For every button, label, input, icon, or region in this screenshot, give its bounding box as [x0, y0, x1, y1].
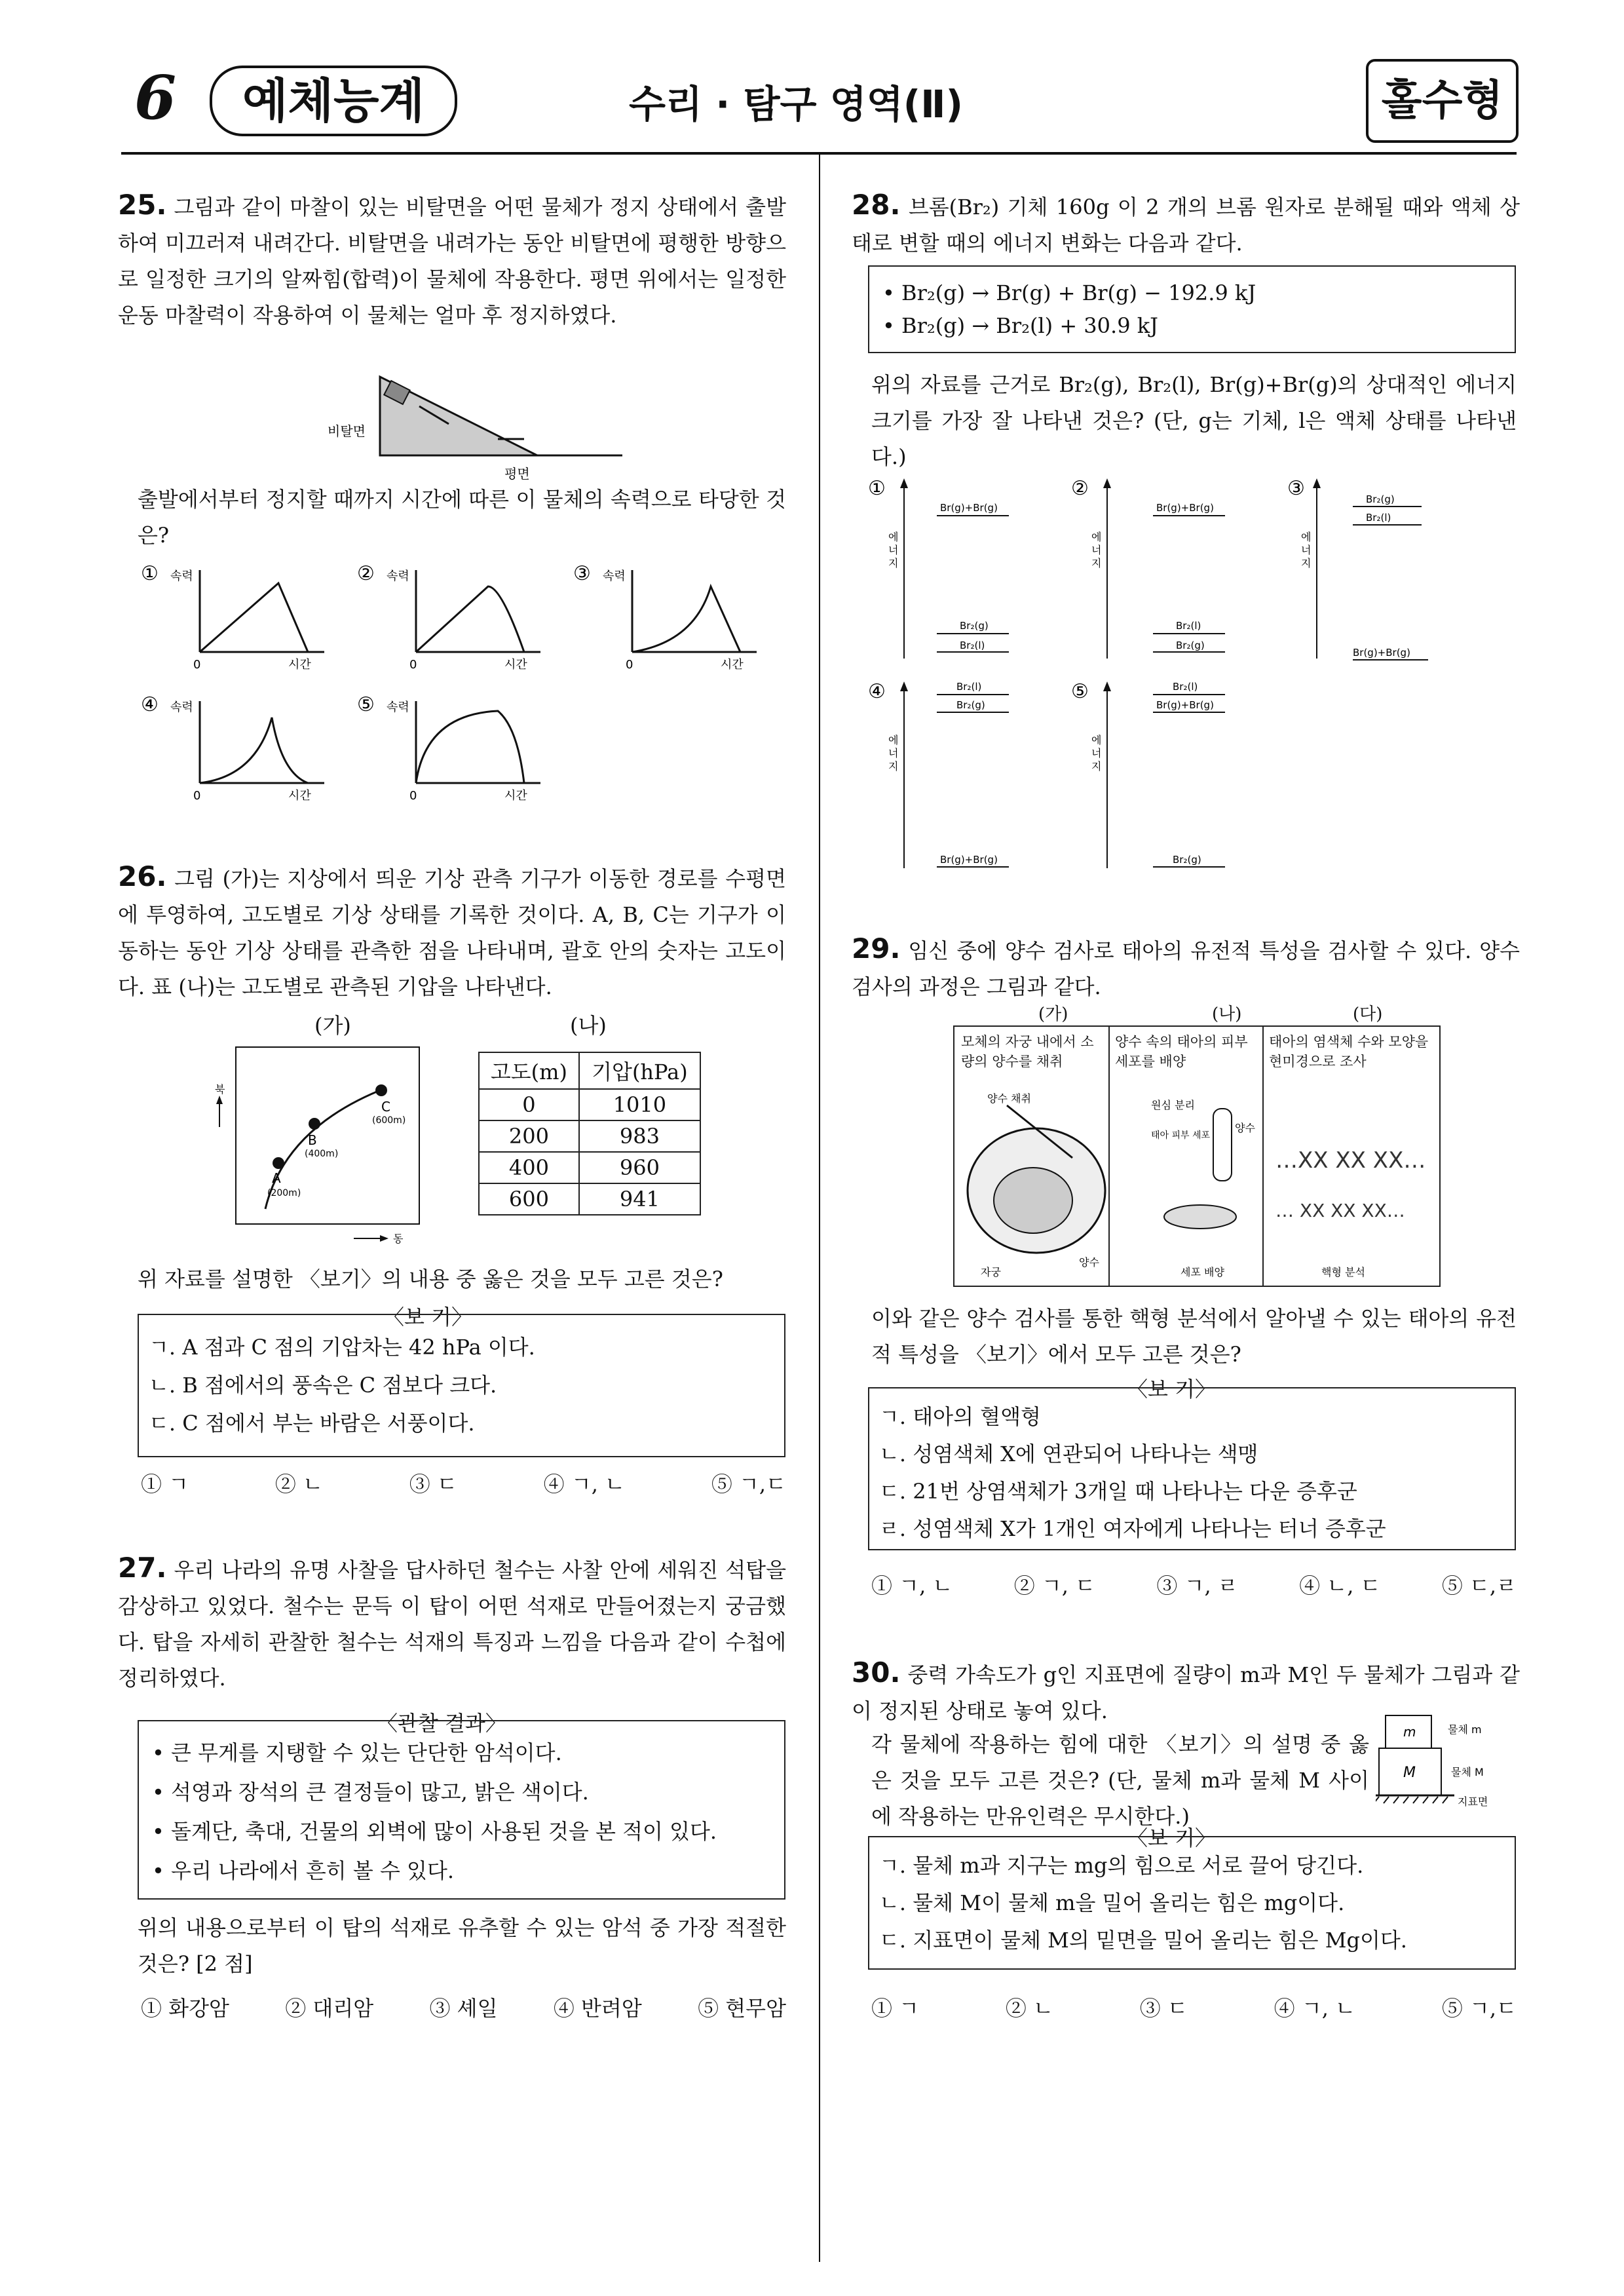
svg-text:원심 분리: 원심 분리: [1151, 1099, 1195, 1111]
svg-text:… XX XX XX…: … XX XX XX…: [1275, 1200, 1405, 1221]
q30-bogi-2: ㄴ. 물체 M이 물체 m을 밀어 올리는 힘은 mg이다.: [879, 1890, 1345, 1915]
q25-option-4[interactable]: [141, 693, 324, 803]
q28-option-4[interactable]: [868, 680, 1009, 868]
page-title: 수리 · 탐구 영역(Ⅱ): [629, 82, 963, 126]
svg-text:핵형 분석: 핵형 분석: [1321, 1266, 1365, 1278]
svg-text:너: 너: [1091, 747, 1102, 759]
q28-energy-diagrams: [865, 475, 1520, 881]
svg-text:Br₂(g): Br₂(g): [960, 620, 989, 632]
q25-number: 25.: [118, 189, 167, 221]
svg-text:…XX XX XX…: …XX XX XX…: [1275, 1147, 1426, 1174]
pressure-table: 고도(m) 기압(hPa) 0 1010 200 983 400 960 600 941: [478, 1052, 701, 1215]
svg-text:물체 m: 물체 m: [1448, 1723, 1482, 1736]
q29-answer-2[interactable]: ② ㄱ, ㄷ: [1013, 1573, 1096, 1598]
svg-text:세포 배양: 세포 배양: [1180, 1266, 1224, 1278]
q25-option-1[interactable]: [141, 562, 324, 672]
svg-text:지표면: 지표면: [1458, 1795, 1488, 1808]
svg-text:②: ②: [357, 562, 375, 585]
q27-answers: [141, 1992, 786, 2022]
svg-text:너: 너: [1301, 544, 1312, 556]
q28-eq2: • Br₂(g) → Br₂(l) + 30.9 kJ: [882, 313, 1158, 338]
svg-text:③: ③: [573, 562, 591, 585]
q28-eq1: • Br₂(g) → Br(g) + Br(g) − 192.9 kJ: [882, 280, 1256, 305]
svg-text:0: 0: [193, 789, 201, 803]
svg-text:Br(g)+Br(g): Br(g)+Br(g): [1156, 502, 1214, 514]
q30-number: 30.: [852, 1656, 901, 1689]
q27-answer-5[interactable]: ⑤ 현무암: [698, 1996, 786, 2021]
q29-answer-5[interactable]: ⑤ ㄷ,ㄹ: [1441, 1573, 1517, 1598]
svg-text:(600m): (600m): [372, 1115, 406, 1126]
q29-answer-4[interactable]: ④ ㄴ, ㄷ: [1299, 1573, 1381, 1598]
amniocentesis-figure: [953, 1025, 1441, 1287]
q30-answer-1[interactable]: ① ㄱ: [871, 1996, 920, 2021]
q29-bogi-title: 〈보 기〉: [1127, 1377, 1216, 1402]
q29-answer-1[interactable]: ① ㄱ, ㄴ: [871, 1573, 953, 1598]
svg-text:양수 채취: 양수 채취: [987, 1092, 1031, 1105]
svg-text:④: ④: [141, 693, 159, 716]
q29-text: 임신 중에 양수 검사로 태아의 유전적 특성을 검사할 수 있다. 양수 검사의 과정은 그림과 같다.: [852, 938, 1520, 999]
q27-answer-4[interactable]: ④ 반려암: [553, 1996, 642, 2021]
form-type-badge: 홀수형: [1366, 59, 1519, 143]
svg-text:Br(g)+Br(g): Br(g)+Br(g): [1156, 699, 1214, 711]
q29-bogi-3: ㄷ. 21번 상염색체가 3개일 때 나타나는 다운 증후군: [879, 1479, 1357, 1504]
q25-option-2[interactable]: [357, 562, 540, 672]
q29-label-ga: (가): [1038, 1004, 1068, 1024]
q26-stem: [118, 858, 786, 1005]
q29-label-na: (나): [1212, 1004, 1242, 1024]
step-2: 양수 속의 태아의 피부 세포를 배양: [1115, 1034, 1248, 1069]
q27-obs-2: • 석영과 장석의 큰 결정들이 많고, 밝은 색이다.: [152, 1780, 589, 1805]
q26-text: 그림 (가)는 지상에서 띄운 기상 관측 기구가 이동한 경로를 수평면에 투영하여, 고도별로 기상 상태를 기록한 것이다. A, B, C는 기구가 이동하는 동안 기상 상태를 관측한 점을 나타내며, 괄호 안의 숫자는 고도이다. 표 (나)는 고도별로 관측된 기압을 나타낸다.: [118, 866, 787, 999]
svg-text:③: ③: [1287, 477, 1305, 500]
point-B: B: [308, 1132, 317, 1148]
svg-text:④: ④: [868, 680, 886, 703]
svg-text:지: 지: [888, 557, 899, 569]
q26-question: 위 자료를 설명한 〈보기〉의 내용 중 옳은 것을 모두 고른 것은?: [138, 1267, 723, 1292]
svg-text:M: M: [1403, 1765, 1416, 1781]
svg-text:Br₂(l): Br₂(l): [956, 681, 982, 693]
svg-text:0: 0: [193, 658, 201, 672]
q29-bogi-2: ㄴ. 성염색체 X에 연관되어 나타나는 색맹: [879, 1442, 1258, 1466]
q25-graphs: [138, 557, 793, 806]
q27-text: 우리 나라의 유명 사찰을 답사하던 철수는 사찰 안에 세워진 석탑을 감상하고 있었다. 철수는 문득 이 탑이 어떤 석재로 만들어졌는지 궁금했다. 탑을 자세히 관찰한 철수는 석재의 특징과 느낌을 다음과 같이 수첩에 정리하였다.: [118, 1558, 786, 1691]
q29-question: 이와 같은 양수 검사를 통한 핵형 분석에서 알아낼 수 있는 태아의 유전적 특성을 〈보기〉에서 모두 고른 것은?: [871, 1306, 1517, 1367]
q30-answer-5[interactable]: ⑤ ㄱ,ㄷ: [1441, 1996, 1517, 2021]
q26-bogi-2: ㄴ. B 점에서의 풍속은 C 점보다 크다.: [149, 1373, 497, 1398]
q30-question: 각 물체에 작용하는 힘에 대한 〈보기〉의 설명 중 옳은 것을 모두 고른 것은? (단, 물체 m과 물체 M 사이에 작용하는 만유인력은 무시한다.): [871, 1732, 1369, 1829]
q25-question: 출발에서부터 정지할 때까지 시간에 따른 이 물체의 속력으로 타당한 것은?: [138, 487, 786, 548]
svg-text:지: 지: [1091, 760, 1102, 773]
q27-obs-3: • 돌계단, 축대, 건물의 외벽에 많이 사용된 것을 본 적이 있다.: [152, 1819, 717, 1844]
svg-text:지: 지: [888, 760, 899, 773]
svg-text:양수: 양수: [1079, 1256, 1099, 1269]
plane-label: 평면: [504, 466, 530, 482]
svg-text:①: ①: [868, 477, 886, 500]
svg-text:Br(g)+Br(g): Br(g)+Br(g): [940, 854, 998, 866]
svg-text:Br₂(l): Br₂(l): [1366, 512, 1391, 524]
q29-label-da: (다): [1353, 1004, 1383, 1024]
q26-answer-1[interactable]: ① ㄱ: [141, 1472, 189, 1497]
svg-text:지: 지: [1301, 557, 1312, 569]
q27-number: 27.: [118, 1552, 167, 1584]
svg-text:에: 에: [888, 531, 899, 543]
svg-text:⑤: ⑤: [1071, 680, 1089, 703]
q25-text: 그림과 같이 마찰이 있는 비탈면을 어떤 물체가 정지 상태에서 출발하여 미끄러져 내려간다. 비탈면을 내려가는 동안 비탈면에 평행한 방향으로 일정한 크기의 알짜힘(합력)이 물체에 작용한다. 평면 위에서는 일정한 운동 마찰력이 작용하여 이 물체는 얼마 후 정지하였다.: [118, 195, 786, 328]
svg-text:(200m): (200m): [267, 1188, 301, 1198]
svg-text:에: 에: [888, 734, 899, 746]
svg-text:0: 0: [409, 789, 417, 803]
column-divider: [819, 152, 820, 2262]
q30-answers: [871, 1992, 1517, 2022]
svg-text:속력: 속력: [387, 700, 409, 714]
svg-text:Br₂(g): Br₂(g): [1176, 640, 1205, 651]
q30-text1: 중력 가속도가 g인 지표면에 질량이 m과 M인 두 물체가 그림과 같이 정지된 상태로 놓여 있다.: [852, 1662, 1520, 1723]
svg-text:⑤: ⑤: [357, 693, 375, 716]
svg-text:Br(g)+Br(g): Br(g)+Br(g): [1353, 647, 1410, 659]
q27-obs-4: • 우리 나라에서 흔히 볼 수 있다.: [152, 1858, 455, 1883]
svg-text:속력: 속력: [170, 569, 193, 583]
q28-number: 28.: [852, 189, 901, 221]
point-A: A: [272, 1170, 281, 1186]
svg-text:시간: 시간: [288, 658, 311, 672]
q30-answer-4[interactable]: ④ ㄱ, ㄴ: [1274, 1996, 1356, 2021]
svg-text:②: ②: [1071, 477, 1089, 500]
svg-text:태아 피부 세포: 태아 피부 세포: [1151, 1130, 1211, 1141]
q29-stem: [852, 930, 1520, 1005]
q27-obs-1: • 큰 무게를 지탱할 수 있는 단단한 암석이다.: [152, 1740, 562, 1765]
q28-option-1[interactable]: [868, 477, 1009, 659]
svg-text:지: 지: [1091, 557, 1102, 569]
svg-text:에: 에: [1091, 531, 1102, 543]
q27-answer-1[interactable]: ① 화강암: [141, 1996, 229, 2021]
q26-answer-4[interactable]: ④ ㄱ, ㄴ: [543, 1472, 626, 1497]
svg-text:자궁: 자궁: [981, 1266, 1001, 1278]
svg-text:시간: 시간: [504, 789, 527, 803]
svg-text:속력: 속력: [387, 569, 409, 583]
svg-text:Br(g)+Br(g): Br(g)+Br(g): [940, 502, 998, 514]
q29-answers: [871, 1569, 1517, 1599]
svg-text:(400m): (400m): [305, 1149, 339, 1159]
q30-bogi-title: 〈보 기〉: [1127, 1826, 1216, 1850]
q26-bogi-box: [138, 1314, 785, 1457]
svg-text:너: 너: [888, 544, 899, 556]
q26-answers: [141, 1468, 786, 1498]
q25-option-3[interactable]: [573, 562, 757, 672]
svg-text:너: 너: [888, 747, 899, 759]
q28-text: 브롬(Br₂) 기체 160g 이 2 개의 브롬 원자로 분해될 때와 액체 상태로 변할 때의 에너지 변화는 다음과 같다.: [852, 195, 1520, 256]
q29-bogi-4: ㄹ. 성염색체 X가 1개인 여자에게 나타나는 터너 증후군: [879, 1516, 1386, 1541]
svg-text:너: 너: [1091, 544, 1102, 556]
svg-text:①: ①: [141, 562, 159, 585]
svg-text:Br₂(l): Br₂(l): [1176, 620, 1201, 632]
svg-text:시간: 시간: [721, 658, 744, 672]
q26-bogi-title: 〈보 기〉: [383, 1305, 472, 1330]
svg-text:Br₂(l): Br₂(l): [960, 640, 985, 651]
blocks-figure: [1376, 1710, 1520, 1818]
q29-number: 29.: [852, 932, 901, 965]
point-C: C: [381, 1099, 390, 1115]
svg-text:0: 0: [409, 658, 417, 672]
q26-bogi-1: ㄱ. A 점과 C 점의 기압차는 42 hPa 이다.: [149, 1335, 535, 1360]
q29-bogi-box: [868, 1387, 1516, 1550]
svg-text:Br₂(g): Br₂(g): [956, 699, 985, 711]
svg-text:에: 에: [1091, 734, 1102, 746]
subject-badge: 예체능계: [210, 66, 457, 136]
slope-figure: [321, 370, 629, 485]
svg-text:북: 북: [215, 1083, 225, 1096]
q26-answer-3[interactable]: ③ ㄷ: [409, 1472, 457, 1497]
svg-text:시간: 시간: [288, 789, 311, 803]
svg-text:속력: 속력: [603, 569, 626, 583]
q26-number: 26.: [118, 860, 167, 892]
slope-label: 비탈면: [328, 423, 366, 439]
q28-equation-box: [868, 265, 1516, 353]
q27-answer-3[interactable]: ③ 셰일: [429, 1996, 498, 2021]
q27-obs-box: [138, 1720, 785, 1900]
svg-text:Br₂(g): Br₂(g): [1366, 493, 1395, 505]
q30-answer-3[interactable]: ③ ㄷ: [1139, 1996, 1188, 2021]
q26-answer-5[interactable]: ⑤ ㄱ,ㄷ: [711, 1472, 786, 1497]
q27-obs-title: 〈관찰 결과〉: [377, 1711, 506, 1736]
svg-text:Br₂(g): Br₂(g): [1173, 854, 1201, 866]
q30-bogi-1: ㄱ. 물체 m과 지구는 mg의 힘으로 서로 끌어 당긴다.: [879, 1853, 1364, 1878]
step-1: 모체의 자궁 내에서 소량의 양수를 채취: [961, 1034, 1094, 1069]
svg-text:에: 에: [1301, 531, 1312, 543]
q29-answer-3[interactable]: ③ ㄱ, ㄹ: [1156, 1573, 1238, 1598]
balloon-path-map: [210, 1042, 426, 1252]
svg-text:0: 0: [626, 658, 633, 672]
q26-bogi-3: ㄷ. C 점에서 부는 바람은 서풍이다.: [149, 1411, 475, 1436]
svg-text:시간: 시간: [504, 658, 527, 672]
q28-stem: [852, 187, 1520, 261]
svg-text:양수: 양수: [1235, 1122, 1255, 1134]
q28-question: 위의 자료를 근거로 Br₂(g), Br₂(l), Br(g)+Br(g)의 상대적인 에너지 크기를 가장 잘 나타낸 것은? (단, g는 기체, l은 액체 상태를 나타낸다.): [871, 372, 1517, 469]
q29-bogi-1: ㄱ. 태아의 혈액형: [879, 1404, 1041, 1429]
q28-option-5[interactable]: [1071, 680, 1225, 868]
svg-text:m: m: [1403, 1724, 1416, 1740]
q27-answer-2[interactable]: ② 대리암: [285, 1996, 374, 2021]
svg-text:동: 동: [393, 1233, 404, 1245]
page-number: 6: [134, 62, 177, 133]
q27-stem: [118, 1550, 786, 1696]
q30-bogi-box: [868, 1836, 1516, 1970]
svg-text:Br₂(l): Br₂(l): [1173, 681, 1198, 693]
q30-answer-2[interactable]: ② ㄴ: [1005, 1996, 1053, 2021]
step-3: 태아의 염색체 수와 모양을 현미경으로 조사: [1269, 1034, 1429, 1069]
q30-bogi-3: ㄷ. 지표면이 물체 M의 밑면을 밀어 올리는 힘은 Mg이다.: [879, 1928, 1407, 1953]
q27-question: 위의 내용으로부터 이 탑의 석재로 유추할 수 있는 암석 중 가장 적절한 것은? [2 점]: [138, 1915, 786, 1976]
q28-option-3[interactable]: [1287, 477, 1428, 660]
svg-text:속력: 속력: [170, 700, 193, 714]
q28-option-2[interactable]: [1071, 477, 1225, 659]
q25-stem: [118, 187, 786, 334]
svg-text:물체 M: 물체 M: [1451, 1766, 1484, 1778]
q25-option-5[interactable]: [357, 693, 540, 803]
q26-answer-2[interactable]: ② ㄴ: [274, 1472, 323, 1497]
q26-label-ga: (가): [314, 1013, 351, 1038]
q26-label-na: (나): [570, 1013, 607, 1038]
